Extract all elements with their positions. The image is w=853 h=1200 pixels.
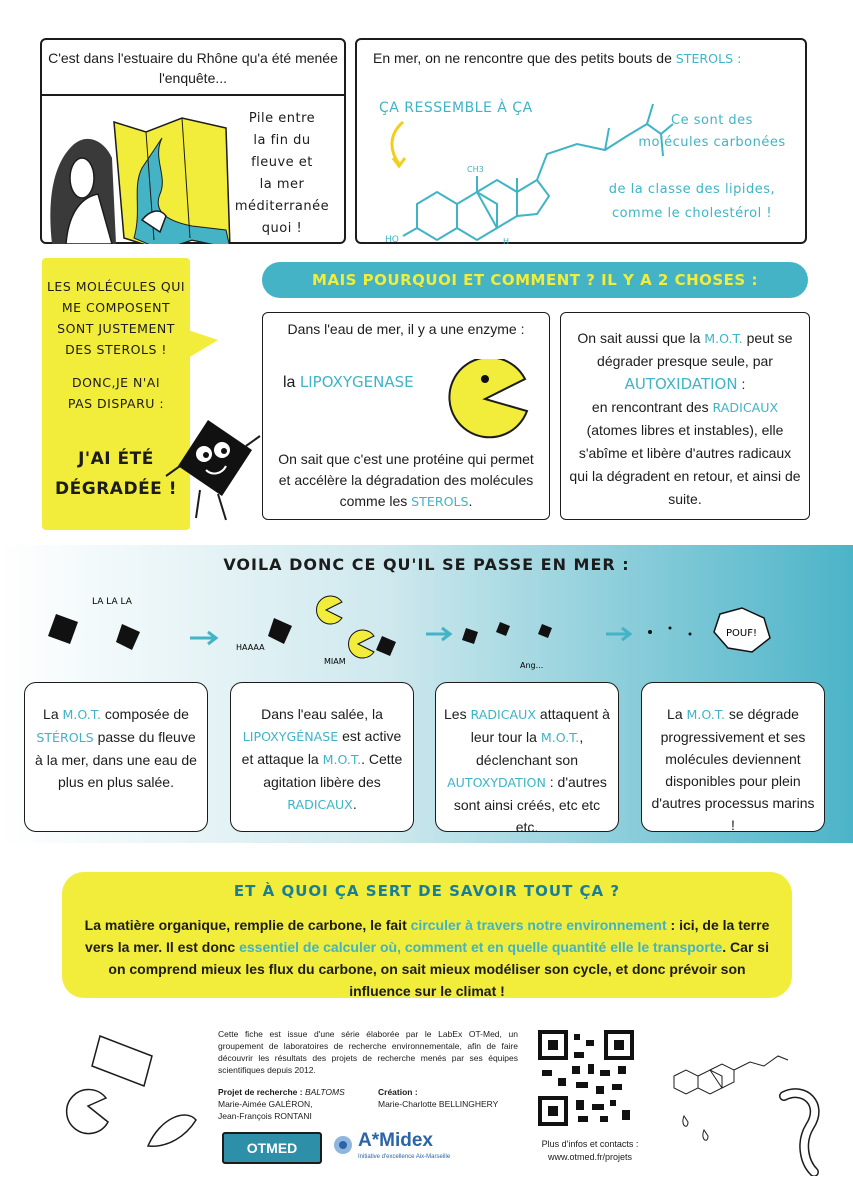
autoxidation-box (560, 312, 810, 520)
mot-highlight: M.O.T. (704, 331, 743, 346)
sfx-miam: MIAM (324, 657, 346, 666)
enzyme-explanation (273, 449, 539, 512)
step-text: se dégrade progressivement et ses molécules deviennent disponibles pour plein d'autres processus marins ! (651, 706, 815, 833)
speech-line: DES STEROLS ! (65, 342, 167, 357)
step-card-4 (641, 682, 825, 832)
ch3-label: CH3 (467, 165, 484, 174)
enzyme-name-line (283, 373, 414, 392)
step-text: , déclenchant son (476, 729, 584, 768)
woman-with-map-illustration (42, 98, 242, 244)
mot-character-icon (160, 410, 270, 530)
step-text: passe du fleuve à la mer, dans une eau de plus en plus salée. (35, 729, 197, 790)
autoxidation-highlight: AUTOXIDATION (624, 375, 738, 393)
footer-description: Cette fiche est issue d'une série élaborée par le LabEx OT-Med, un groupement de laboratoires de recherche environnementale, afin de faire découvrir les résultats des projets de recherche menés par ses équipes scientifiques depuis 2012. (218, 1029, 518, 1075)
carbon-molecules-text: Ce sont des molécules carbonées (638, 113, 786, 150)
sfx-haaa: HAAAA (236, 643, 265, 652)
ho-label: HO (385, 235, 399, 244)
step-text: Dans l'eau salée, la (261, 706, 383, 722)
step-text: composée de (104, 706, 189, 722)
enzyme-prefix: la (283, 374, 296, 391)
estuary-line: quoi ! (261, 221, 303, 236)
radicaux-highlight: RADICAUX (712, 400, 779, 415)
estuary-location-text (232, 108, 332, 240)
why-it-matters-text (82, 914, 772, 1002)
estuary-line: Pile entre (248, 111, 316, 126)
speech-tail (188, 330, 228, 360)
estuary-line: la mer (259, 177, 305, 192)
looks-like-label: ÇA RESSEMBLE À ÇA (379, 100, 533, 116)
why-it-matters-title: ET À QUOI ÇA SERT DE SAVOIR TOUT ÇA ? (233, 882, 621, 900)
footer-more-info (520, 1138, 660, 1164)
step-highlight: RADICAUX (287, 797, 353, 812)
molecule-worm-illustration (654, 1026, 834, 1176)
step-highlight: M.O.T. (322, 752, 362, 767)
matters-highlight: circuler à travers notre environnement (410, 917, 667, 933)
project-name: BALTOMS (304, 1087, 345, 1097)
amidex-logo (332, 1130, 452, 1166)
estuary-line: méditerranée (234, 199, 330, 214)
step-highlight: STÉROLS (36, 730, 94, 745)
enzyme-explanation-text: On sait que c'est une protéine qui permet et accélère la dégradation des molécules comme les (278, 451, 534, 509)
matters-text: : ici, de la terre vers la mer. Il est donc (85, 917, 770, 955)
step-highlight: M.O.T. (62, 707, 101, 722)
speech-line: DONC,JE N'AI (71, 375, 161, 390)
degradation-sequence-illustration (30, 588, 830, 676)
enzyme-explanation-end: . (468, 493, 473, 509)
enzyme-box (262, 312, 550, 520)
step-text: est active et attaque la (241, 728, 402, 767)
speech-exclamation: J'AI ÉTÉ (78, 449, 154, 469)
step-text: . (352, 796, 357, 812)
autox-text-part: (atomes libres et instables), elle s'abîme et libère d'autres radicaux qui la dégradent en retour, et ainsi de suite. (569, 422, 801, 507)
lipid-class-text: de la classe des lipides, comme le cholestérol ! (608, 182, 776, 221)
step-card-1 (24, 682, 208, 832)
step-highlight: LIPOXYGÉNASE (242, 729, 339, 744)
matters-highlight: essentiel de calculer où, comment et en quelle quantité elle le transporte (239, 939, 723, 955)
step-text: . Cette agitation libère des (263, 751, 403, 790)
creation-person: Marie-Charlotte BELLINGHERY (378, 1099, 499, 1109)
autox-text-part: On sait aussi que la (577, 330, 701, 346)
autox-colon: : (737, 376, 746, 392)
project-person: Marie-Aimée GALÉRON, (218, 1099, 313, 1109)
sfx-pouf: POUF! (726, 628, 757, 639)
sterols-title-highlight: STEROLS : (675, 51, 742, 66)
amidex-dots-icon (332, 1134, 354, 1156)
sea-process-title: VOILA DONC CE QU'IL SE PASSE EN MER : (223, 555, 630, 574)
step-highlight: M.O.T. (540, 730, 580, 745)
speech-line: SONT JUSTEMENT (57, 321, 175, 336)
speech-line: PAS DISPARU : (67, 396, 165, 411)
speech-line: LES MOLÉCULES QUI (46, 279, 186, 294)
sterols-title-text: En mer, on ne rencontre que des petits bouts de (373, 50, 672, 66)
step-card-3 (435, 682, 619, 835)
amidex-subtitle: Initiative d'excellence Aix-Marseille (358, 1154, 451, 1160)
qr-code-icon[interactable] (538, 1030, 634, 1126)
step-text: La (43, 706, 59, 722)
sfx-ang: Ang... (520, 661, 544, 670)
footer-creation (378, 1086, 498, 1110)
step-text: Les (444, 706, 467, 722)
debris-illustration (60, 1026, 200, 1166)
sfx-lala: LA LA LA (92, 597, 132, 607)
creation-colon: : (412, 1087, 418, 1097)
matters-text: La matière organique, remplie de carbone, le fait (84, 917, 407, 933)
matters-text: . Car si on comprend mieux les flux du carbone, on sait mieux modéliser son cycle, et donc prévoir son influence sur le climat ! (108, 939, 769, 999)
speech-spacer (42, 360, 190, 372)
amidex-name: A*Midex (358, 1130, 433, 1151)
creation-label: Création (378, 1087, 413, 1097)
project-person: Jean-François RONTANI (218, 1111, 312, 1121)
step-highlight: AUTOXYDATION (447, 775, 546, 790)
more-info-label: Plus d'infos et contacts : (541, 1139, 639, 1149)
step-card-2 (230, 682, 414, 832)
more-info-link[interactable]: www.otmed.fr/projets (547, 1152, 633, 1162)
step-text: : d'autres sont ainsi créés, etc etc etc. (453, 774, 607, 835)
autox-text-part: peut se dégrader presque seule, par (597, 330, 793, 369)
sterols-panel (355, 38, 807, 244)
h-label: H (503, 237, 510, 244)
enzyme-explanation-highlight: STEROLS (411, 494, 469, 509)
footer-project (218, 1086, 345, 1122)
enzyme-intro: Dans l'eau de mer, il y a une enzyme : (287, 321, 525, 337)
step-highlight: M.O.T. (686, 707, 725, 722)
project-label: Projet de recherche : (218, 1087, 303, 1097)
sterols-title (373, 50, 741, 66)
otmed-logo: OTMED (222, 1132, 322, 1164)
autoxidation-text (569, 327, 801, 511)
autox-text-part: en rencontrant des (591, 399, 709, 415)
estuary-line: fleuve et (251, 155, 313, 170)
why-it-matters-box (62, 872, 792, 998)
estuary-line: la fin du (253, 133, 311, 148)
step-highlight: RADICAUX (470, 707, 537, 722)
enzyme-name: LIPOXYGENASE (299, 373, 414, 391)
step-text: attaquent à leur tour la (470, 706, 610, 745)
speech-line: ME COMPOSENT (61, 300, 171, 315)
pacman-enzyme-icon (443, 359, 533, 439)
step-text: La (667, 706, 683, 722)
estuary-intro-text: C'est dans l'estuaire du Rhône qu'a été menée l'enquête... (42, 40, 344, 96)
why-how-banner: MAIS POURQUOI ET COMMENT ? IL Y A 2 CHOSES : (262, 262, 808, 298)
speech-exclamation: DÉGRADÉE ! (55, 479, 177, 499)
estuary-panel (40, 38, 346, 244)
